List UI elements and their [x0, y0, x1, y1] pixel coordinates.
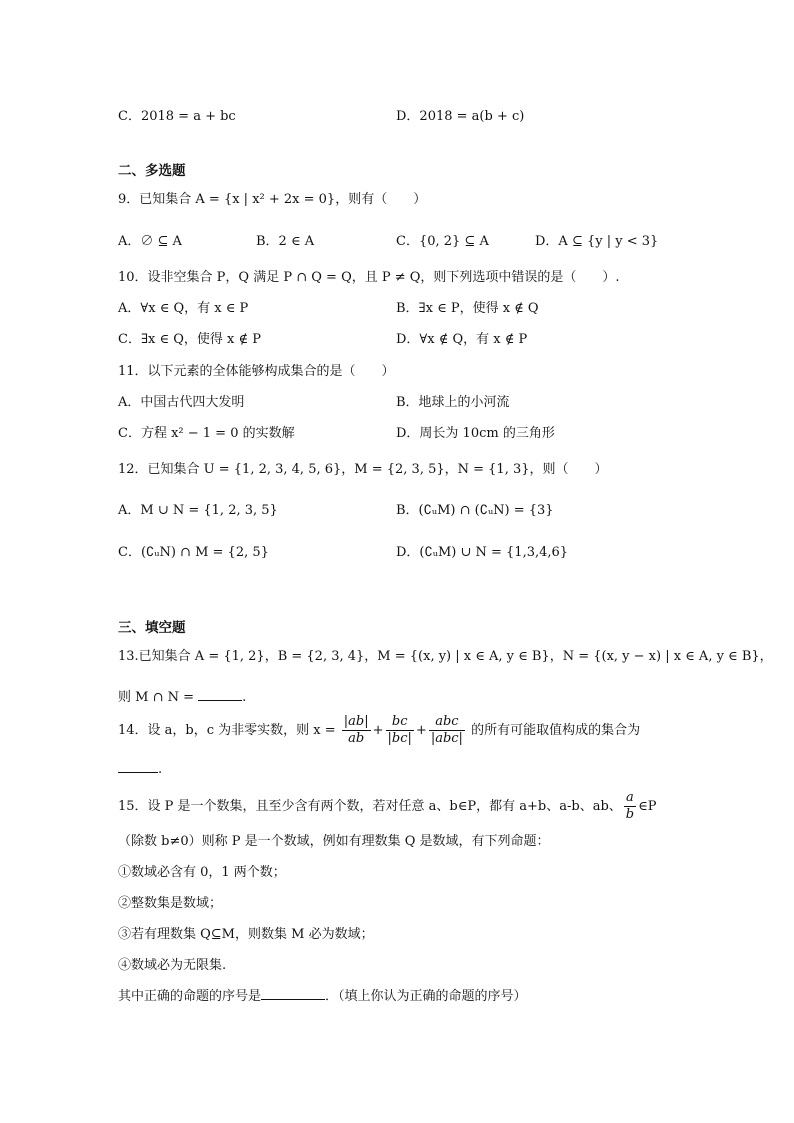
q15-answer-line: 其中正确的命题的序号是 ．（填上你认为正确的命题的序号）	[118, 989, 527, 1004]
q14-stem: 14．设 a，b，c 为非零实数，则 x = $\frac{|ab|}{ab}$ + $\frac{bc}{|bc|}$ + $\frac{\text{abc}}{\text{|abc|}}$ 的所有可能取值构成的集合为	[118, 714, 641, 746]
q15-item-2: ②整数集是数域；	[118, 896, 223, 911]
q8-option-c: C．2018 = a + bc	[118, 109, 236, 124]
q10-option-b: B．∃x ∈ P，使得 x ∉ Q	[396, 301, 539, 316]
q10-option-d: D．∀x ∉ Q，有 x ∉ P	[396, 332, 528, 347]
q15-item-4: ④数域必为无限集.	[118, 958, 227, 973]
q9-option-b: B．2 ∈ A	[256, 234, 315, 249]
q10-option-a: A．∀x ∈ Q，有 x ∈ P	[118, 301, 249, 316]
q14-fraction-3: $\frac{\text{abc}}{\text{|abc|}}$	[430, 714, 463, 746]
q9-option-a: A．∅ ⊆ A	[118, 234, 182, 249]
q12-option-b: B．(∁ᵤM) ∩ (∁ᵤN) = {3}	[396, 503, 554, 518]
q15-stem: 15．设 P 是一个数集，且至少含有两个数，若对任意 a、b∈P，都有 a+b、a-b、ab、 $\frac{a}{b}$ ∈P	[118, 790, 657, 822]
section-fill-in-title: 三、填空题	[118, 620, 186, 636]
q14-answer-line: .	[118, 760, 162, 780]
q15-item-1: ①数域必含有 0，1 两个数；	[118, 865, 286, 880]
q13-answer-line: 则 M ∩ N = .	[118, 690, 247, 705]
q9-option-d: D．A ⊆ {y | y < 3}	[535, 234, 659, 249]
q12-stem: 12．已知集合 U = {1, 2, 3, 4, 5, 6}，M = {2, 3, 5}，N = {1, 3}，则（ ）	[118, 462, 608, 477]
q11-stem: 11．以下元素的全体能够构成集合的是（ ）	[118, 364, 395, 379]
q15-item-3: ③若有理数集 Q⊆M，则数集 M 必为数域；	[118, 927, 374, 942]
q9-stem: 9．已知集合 A = {x | x² + 2x = 0}，则有（ ）	[118, 192, 427, 207]
q14-fraction-2: $\frac{bc}{|bc|}$	[387, 714, 412, 746]
q12-option-d: D．(∁ᵤM) ∪ N = {1,3,4,6}	[396, 545, 569, 560]
q15-answer-blank[interactable]	[261, 987, 325, 1000]
section-multiple-choice-title: 二、多选题	[118, 163, 186, 179]
q8-option-d: D．2018 = a(b + c)	[396, 109, 525, 124]
q9-option-c: C．{0, 2} ⊆ A	[396, 234, 489, 249]
q14-fraction-1: $\frac{|ab|}{ab}$	[343, 714, 369, 746]
q11-option-a: A．中国古代四大发明	[118, 395, 245, 410]
q11-option-b: B．地球上的小河流	[396, 395, 510, 410]
q12-option-a: A．M ∪ N = {1, 2, 3, 5}	[118, 503, 278, 518]
q13-answer-blank[interactable]	[198, 688, 242, 701]
q10-stem: 10．设非空集合 P，Q 满足 P ∩ Q = Q，且 P ≠ Q，则下列选项中错误的是（ ）.	[118, 270, 620, 285]
q13-line2: 则 M ∩ N =	[118, 690, 199, 705]
q14-answer-blank[interactable]	[118, 760, 158, 773]
q10-option-c: C．∃x ∈ Q，使得 x ∉ P	[118, 332, 261, 347]
q15-line2: （除数 b≠0）则称 P 是一个数域，例如有理数集 Q 是数域，有下列命题：	[118, 834, 550, 849]
q12-option-c: C．(∁ᵤN) ∩ M = {2, 5}	[118, 545, 269, 560]
q13-stem: 13.已知集合 A = {1, 2}，B = {2, 3, 4}，M = {(x, y) | x ∈ A, y ∈ B}，N = {(x, y − x) | x ∈ A, y ∈ B}，	[118, 649, 773, 664]
q15-fraction: $\frac{a}{b}$	[625, 790, 635, 822]
q11-option-c: C．方程 x² − 1 = 0 的实数解	[118, 426, 295, 441]
q11-option-d: D．周长为 10cm 的三角形	[396, 426, 555, 441]
